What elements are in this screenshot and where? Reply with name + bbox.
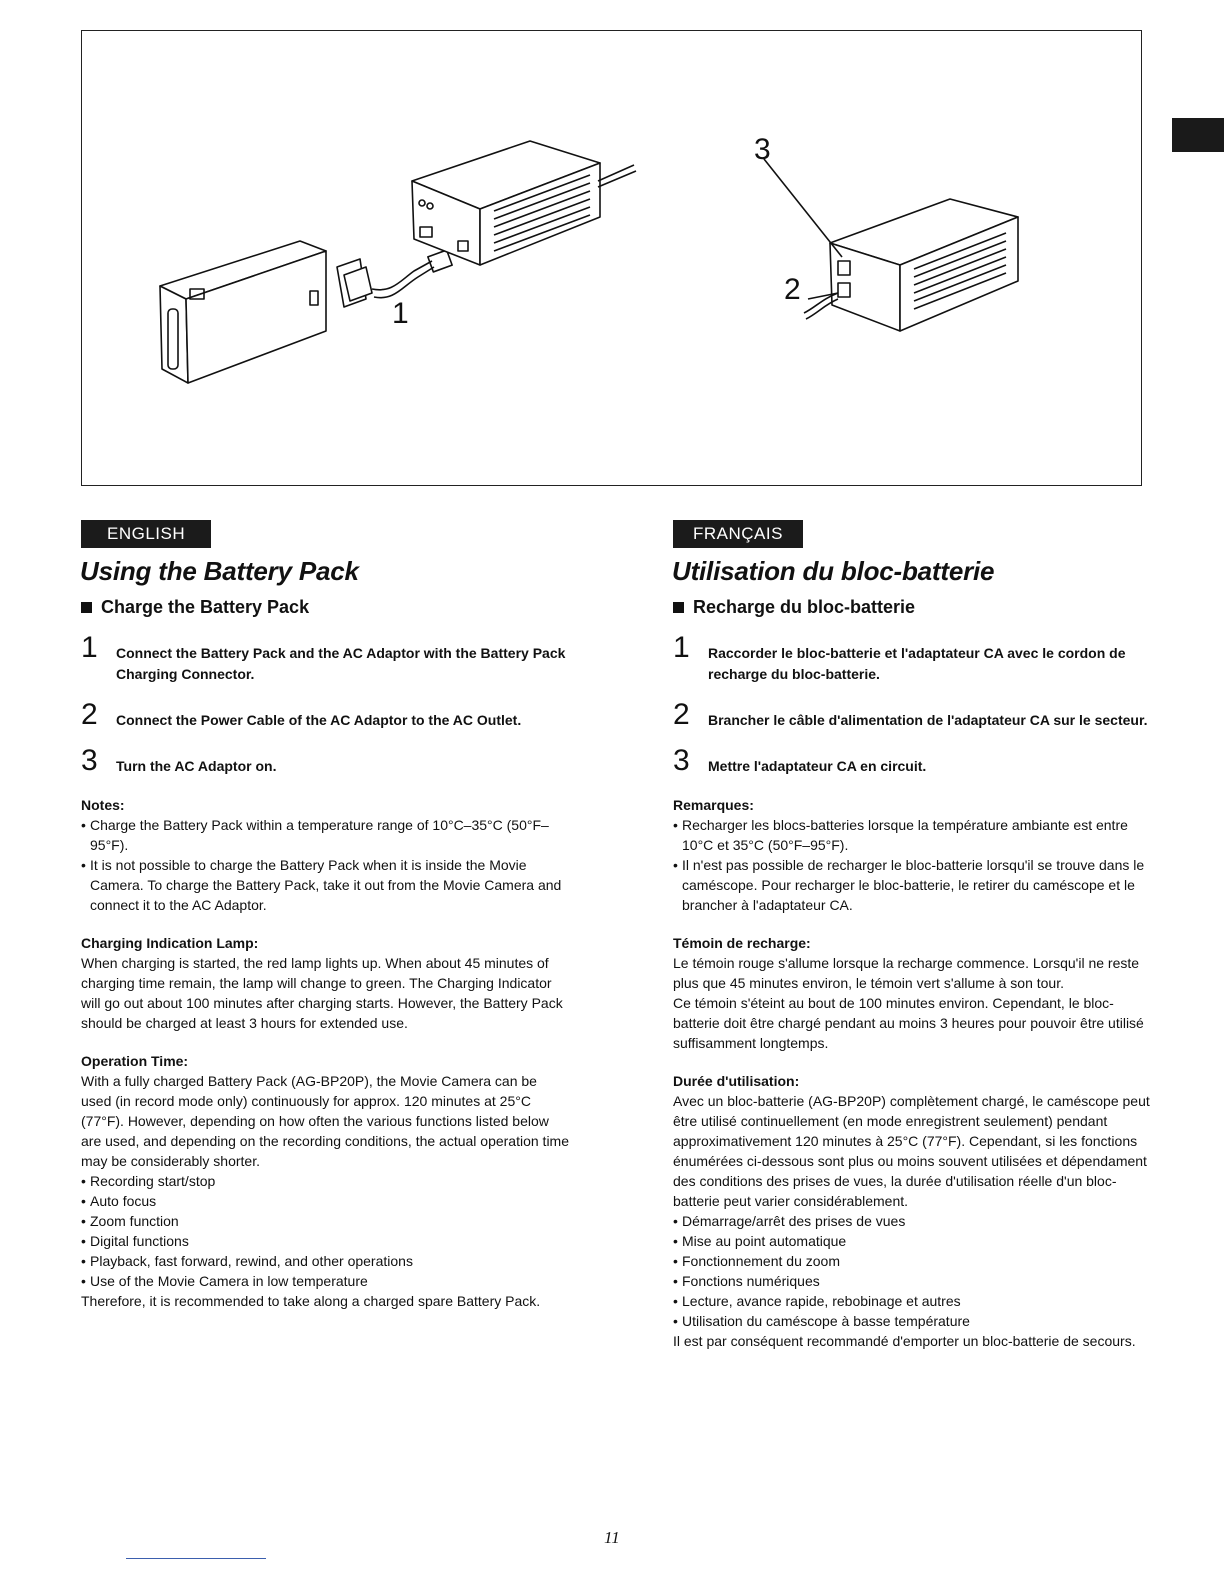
function-item: • Fonctionnement du zoom xyxy=(673,1251,1153,1271)
notes-heading: Notes: xyxy=(81,797,125,813)
language-badge-french: FRANÇAIS xyxy=(673,520,803,548)
illustration-frame xyxy=(81,30,1142,486)
lamp-text: When charging is started, the red lamp lights up. When about 45 minutes of charging time remain, the lamp will change to green. The Charging Indicator will go out about 100 minutes after charging starts. However, the Battery Pack should be charged at least 3 hours for extended use. xyxy=(81,955,563,1031)
function-item: • Digital functions xyxy=(81,1231,571,1251)
function-item: • Mise au point automatique xyxy=(673,1231,1153,1251)
operation-time-text: With a fully charged Battery Pack (AG-BP20P), the Movie Camera can be used (in record mode only) continuously for approx. 120 minutes at 25°C (77°F). However, depending on how often the various functions listed below are used, and depending on the recording conditions, the actual operation time may be considerably shorter. xyxy=(81,1073,570,1169)
operation-time-heading: Durée d'utilisation: xyxy=(673,1073,800,1089)
operation-time-final: Therefore, it is recommended to take along a charged spare Battery Pack. xyxy=(81,1293,541,1309)
french-column xyxy=(673,520,1153,1351)
lamp-text: Le témoin rouge s'allume lorsque la recharge commence. Lorsqu'il ne reste plus que 45 minutes environ, le témoin vert s'allume à son tour. xyxy=(673,955,1140,991)
page-title-french: Utilisation du bloc-batterie xyxy=(672,556,995,586)
steps-french xyxy=(673,631,1153,777)
callout-3: 3 xyxy=(754,133,771,166)
callout-1: 1 xyxy=(392,297,409,330)
operation-time-text: Avec un bloc-batterie (AG-BP20P) complètement chargé, le caméscope peut être utilisé continuellement (en mode enregistrent seulement) pendant approximativement 120 minutes à 25°C (77°F). Cependant, si les fonctions énumérées ci-dessous sont plus ou moins souvent utilisées et dépendament des conditions des prises de vues, la durée d'utilisation réelle d'un bloc-batterie peut varier considérablement. xyxy=(673,1093,1150,1209)
function-item: • Use of the Movie Camera in low temperature xyxy=(81,1271,571,1291)
subheading-english: Charge the Battery Pack xyxy=(81,597,571,618)
step-item: 3 Mettre l'adaptateur CA en circuit. xyxy=(673,744,927,777)
section-tab-marker xyxy=(1172,118,1224,152)
note-item: • Charge the Battery Pack within a temperature range of 10°C–35°C (50°F–95°F). xyxy=(81,815,571,855)
function-item: • Fonctions numériques xyxy=(673,1271,1153,1291)
operation-time-final: Il est par conséquent recommandé d'emporter un bloc-batterie de secours. xyxy=(673,1333,1136,1349)
function-item: • Playback, fast forward, rewind, and other operations xyxy=(81,1251,571,1271)
page-number: 11 xyxy=(604,1528,620,1547)
function-item: • Recording start/stop xyxy=(81,1171,571,1191)
function-item: • Lecture, avance rapide, rebobinage et autres xyxy=(673,1291,1153,1311)
square-bullet-icon xyxy=(673,602,684,613)
subheading-french: Recharge du bloc-batterie xyxy=(673,597,1153,618)
footer-rule xyxy=(126,1558,266,1559)
lamp-heading: Charging Indication Lamp: xyxy=(81,935,259,951)
operation-time-heading: Operation Time: xyxy=(81,1053,189,1069)
charging-illustration xyxy=(82,31,1143,487)
battery-pack-drawing xyxy=(160,241,326,383)
step-item: 2 Brancher le câble d'alimentation de l'adaptateur CA sur le secteur. xyxy=(673,698,1148,731)
function-item: • Utilisation du caméscope à basse température xyxy=(673,1311,1153,1331)
note-item: • It is not possible to charge the Battery Pack when it is inside the Movie Camera. To charge the Battery Pack, take it out from the Movie Camera and connect it to the AC Adaptor. xyxy=(81,855,571,915)
note-item: • Recharger les blocs-batteries lorsque la température ambiante est entre 10°C et 35°C (50°F–95°F). xyxy=(673,815,1153,855)
step-item: 1 Raccorder le bloc-batterie et l'adaptateur CA avec le cordon de recharge du bloc-batterie. xyxy=(673,631,1126,682)
function-item: • Auto focus xyxy=(81,1191,571,1211)
language-badge-english: ENGLISH xyxy=(81,520,211,548)
page-title-english: Using the Battery Pack xyxy=(80,556,359,586)
square-bullet-icon xyxy=(81,602,92,613)
step-item: 1 Connect the Battery Pack and the AC Adaptor with the Battery Pack Charging Connector. xyxy=(81,631,566,682)
ac-adaptor-right-drawing xyxy=(764,159,1018,331)
function-item: • Démarrage/arrêt des prises de vues xyxy=(673,1211,1153,1231)
step-item: 2 Connect the Power Cable of the AC Adaptor to the AC Outlet. xyxy=(81,698,522,731)
ac-adaptor-left-drawing xyxy=(412,141,636,265)
step-item: 3 Turn the AC Adaptor on. xyxy=(81,744,277,777)
lamp-text-2: Ce témoin s'éteint au bout de 100 minutes environ. Cependant, le bloc-batterie doit être chargé pendant au moins 3 heures pour pouvoir être utilisé suffisamment longtemps. xyxy=(673,995,1144,1051)
english-column xyxy=(81,520,571,1311)
lamp-heading: Témoin de recharge: xyxy=(673,935,811,951)
callout-2: 2 xyxy=(784,273,801,306)
steps-english xyxy=(81,631,571,777)
notes-heading: Remarques: xyxy=(673,797,754,813)
function-item: • Zoom function xyxy=(81,1211,571,1231)
note-item: • Il n'est pas possible de recharger le bloc-batterie lorsqu'il se trouve dans le caméscope. Pour recharger le bloc-batterie, le retirer du caméscope et le brancher à l'adaptateur CA. xyxy=(673,855,1153,915)
